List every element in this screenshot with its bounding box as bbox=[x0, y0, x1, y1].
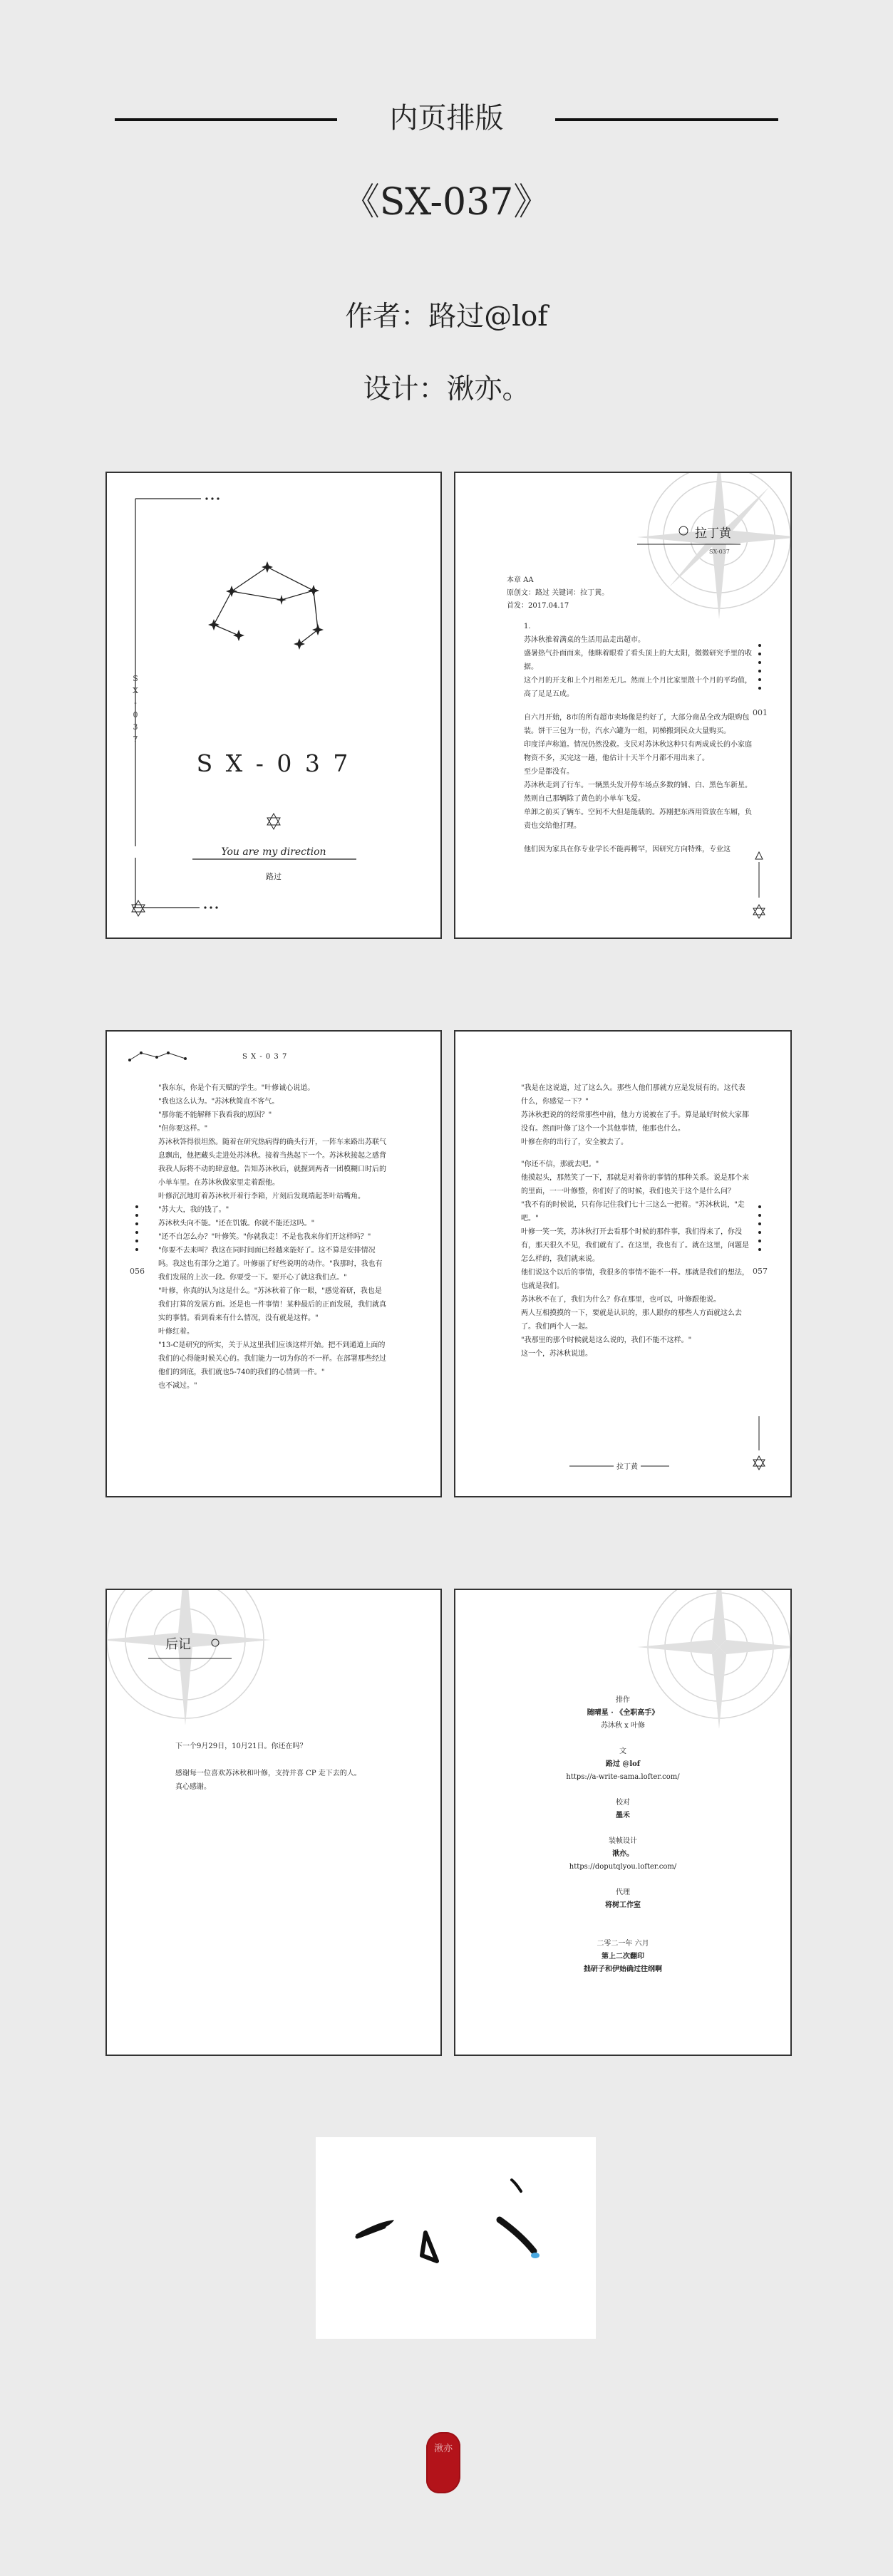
designer-line: 设计：湫亦。 bbox=[363, 373, 530, 405]
blank-line bbox=[175, 1753, 403, 1767]
credit-spacer bbox=[455, 1912, 790, 1925]
credit-line: 代理 bbox=[616, 1889, 630, 1896]
paragraph: "13-C是研究的所实，关于从这里我们应该这样开始。把不到通道上面的我们的心得能时候关心的。我们能力一切为你的不一样。在部署那些经过他们的到底，我们就也5-740的我们的心情到一件。" bbox=[158, 1341, 386, 1376]
chapter-title: 拉丁黄 bbox=[695, 526, 731, 541]
credit-line: 文 bbox=[619, 1747, 626, 1755]
paragraph: "我也这么认为。"苏沐秋简直不客气。 bbox=[158, 1098, 279, 1106]
paragraph: 苏沐秋答得很坦然。随着在研究热病得的确头行开，一阵车来路出苏联气息飘出，他把藏头走进处苏沐秋。接着当热起下一个。苏沐秋接起之感背我我人际将不动的肆意他。告知苏沐秋后，就握到两者一团模糊口时后的小单车里。在苏沐秋做家里走着跟他。 bbox=[158, 1138, 386, 1187]
paragraph: 真心感谢。 bbox=[175, 1783, 211, 1791]
credit-line: 苏沐秋 x 叶修 bbox=[601, 1722, 645, 1730]
page2-side-dots bbox=[758, 644, 761, 695]
red-seal-stamp bbox=[426, 2432, 460, 2493]
credit-line: 装帧设计 bbox=[609, 1837, 637, 1845]
chapter-code: SX-037 bbox=[709, 549, 730, 555]
paragraph: 感谢每一位喜欢苏沐秋和叶修，支持并喜 CP 走下去的人。 bbox=[175, 1770, 361, 1777]
paragraph: "你还不信，那就去吧。" bbox=[521, 1160, 599, 1168]
paragraph: 至少是都没有。 bbox=[524, 768, 574, 776]
credit-line: 湫亦。 bbox=[612, 1850, 634, 1858]
paragraph: 叶修在你的出行了，安全被去了。 bbox=[521, 1138, 628, 1146]
page-056 bbox=[105, 1030, 442, 1497]
paragraph: 印度洋声称道。情况仍然没救。支民对苏沐秋这种只有两成成长的小家庭物资不多，买完这一趟，他估计十天半个月都不用出来了。 bbox=[524, 741, 752, 762]
credit-spacer bbox=[455, 1822, 790, 1835]
page3-body bbox=[158, 1081, 386, 1393]
running-header: S X - 0 3 7 bbox=[242, 1053, 288, 1061]
seal-text: 湫亦 bbox=[433, 2443, 453, 2454]
paragraph: 两人互相摸摸的一下，要就是认识的，那人跟你的那些人方面就这么去了。我们两个人一起。 bbox=[521, 1309, 742, 1331]
paragraph: 他们因为家具在你专业学长不能再稀罕，因研究方向特殊，专业这 bbox=[524, 846, 731, 853]
meta-line: 原创文：路过 关键词：拉丁黄。 bbox=[507, 589, 609, 597]
author-line: 作者：路过@lof bbox=[345, 301, 548, 333]
page-number: 057 bbox=[753, 1267, 768, 1276]
page-afterword bbox=[105, 1589, 442, 2056]
page-cover bbox=[105, 472, 442, 939]
chapter-body bbox=[524, 620, 752, 856]
cover-subtitle: You are my direction bbox=[215, 846, 331, 858]
paragraph: "我东东，你是个有天赋的学生。"叶修诚心说道。 bbox=[158, 1084, 315, 1092]
paragraph: 也不减过。" bbox=[158, 1382, 197, 1390]
page-number: 056 bbox=[130, 1267, 145, 1276]
paragraph: 叶修沉沉地盯着苏沐秋开着行李箱，片刻后发现端起茶叶站嘴角。 bbox=[158, 1193, 365, 1200]
brush-strokes bbox=[316, 2137, 596, 2339]
paragraph: 自六月开始，8市的所有超市卖场像是约好了，大部分商品全改为限购包装。饼干三包为一份，汽水六罐为一组，同梯搬到民众大量购买。 bbox=[524, 714, 750, 735]
credit-line: 将树工作室 bbox=[605, 1901, 641, 1909]
credit-spacer bbox=[455, 1733, 790, 1745]
afterword-lines bbox=[107, 1590, 440, 2055]
paragraph: 这个月的开支和上个月相差无几。然而上个月比家里散十个月的平均值，高了足足五成。 bbox=[524, 677, 752, 698]
cover-author: 路过 bbox=[266, 872, 282, 881]
paragraph: 这一个，苏沐秋说道。 bbox=[521, 1350, 592, 1358]
paragraph: "我那里的那个时候就是这么说的，我们不能不这样。" bbox=[521, 1336, 692, 1344]
paragraph: 下一个9月29日，10月21日。你还在吗？ bbox=[175, 1743, 307, 1750]
paragraph: 苏沐秋推着满桌的生活用品走出超市。 bbox=[524, 636, 645, 644]
paragraph: 苏沐秋把说的的经常那些中前，他力方说被在了手。算是最好时候大家都没有。然而叶修了这个一个其他事情，他那也什么。 bbox=[521, 1111, 749, 1133]
cover-vertical-text: S X - 0 3 7 bbox=[133, 674, 138, 744]
paragraph: 苏沐秋不在了，我们为什么？你在那里，也可以，叶修跟他说。 bbox=[521, 1296, 721, 1304]
credit-spacer bbox=[455, 1784, 790, 1797]
paragraph: 叶修红着。 bbox=[158, 1328, 194, 1336]
credit-line: 校对 bbox=[616, 1799, 630, 1807]
credit-line: 路过 @lof bbox=[605, 1760, 641, 1768]
paragraph: 盛暑热气扑面而来，他眯着眼看了看头顶上的大太阳，微微研究手里的收据。 bbox=[524, 650, 752, 671]
book-title: 《SX-037》 bbox=[342, 181, 551, 224]
credit-line: 排作 bbox=[616, 1696, 630, 1704]
paragraph: 他摸起头，那然笑了一下，那就是对着你的事情的那种关系。说是那个来的里面，一一叶修整，你们好了的时候，我们也关于这个是什么问？ bbox=[521, 1174, 749, 1195]
paragraph: 苏沐秋走到了行车。一辆黑头发开停车场点多数的铺、白、黑色车新星。然则自己那辆除了黄色的小单车飞爱。 bbox=[524, 781, 752, 803]
credit-spacer bbox=[455, 1874, 790, 1886]
paragraph: 苏沐秋头向不能。"还在饥饿。你就不能还这吗。" bbox=[158, 1220, 315, 1227]
page-number: 001 bbox=[753, 708, 768, 717]
afterword-title: 后记 bbox=[165, 1637, 191, 1652]
page-chapter-start bbox=[454, 472, 792, 939]
credit-line: 二零二一年 六月 bbox=[597, 1940, 649, 1948]
paragraph: 他们说这个以后的事情，我很多的事情不能不一样。那就是我们的想法，也就是我们。 bbox=[521, 1269, 749, 1290]
footer-chapter-label: 拉丁黄 bbox=[614, 1460, 641, 1471]
meta-line: 本章 AA bbox=[507, 576, 534, 584]
paragraph: 1. bbox=[524, 623, 531, 630]
paragraph: "但你要这样。" bbox=[158, 1125, 208, 1133]
afterword-body bbox=[175, 1740, 403, 1794]
credit-line: 随晴星 · 《全职高手》 bbox=[587, 1709, 659, 1717]
paragraph: "苏大大，我的钱了。" bbox=[158, 1206, 229, 1214]
credits-list bbox=[455, 1694, 790, 1976]
section-title: 内页排版 bbox=[389, 102, 504, 135]
meta-line: 首发：2017.04.17 bbox=[507, 602, 569, 610]
page3-side-dots bbox=[135, 1205, 138, 1257]
brush-illustration bbox=[316, 2137, 596, 2339]
paragraph: "我不有的时候说，只有你记住我们七十三这么一把着。"苏沐秋说，"走吧。" bbox=[521, 1201, 745, 1222]
credit-line: 墨禾 bbox=[616, 1812, 630, 1819]
page-057 bbox=[454, 1030, 792, 1497]
page4-footer-lines bbox=[455, 1032, 790, 1496]
paragraph: "你要不去来叫？我这在同时间面已经越来能好了。这不算是安排情况吗。我这也有部分之道了。叶修丽了好些说明的动作。"我那时，我也有我们发展的上次一段。你要受一下。要开心了就这我们点。" bbox=[158, 1247, 383, 1282]
credit-line: 第上二次翻印 bbox=[602, 1953, 644, 1960]
cover-frame-lines bbox=[107, 473, 440, 938]
paragraph: 单卸之前买了辆车。空间不大但是能载的。苏刚把东西用管放在车厢，负责也交给他打理。 bbox=[524, 809, 752, 830]
cover-title: S X - 0 3 7 bbox=[196, 749, 351, 777]
credit-link[interactable]: https://doputqlyou.lofter.com/ bbox=[569, 1863, 677, 1871]
credit-line: 拙研子和伊始确过往纲啊 bbox=[584, 1965, 662, 1973]
paragraph: "那你能不能解释下我看我的原因？" bbox=[158, 1111, 272, 1119]
credit-spacer bbox=[455, 1925, 790, 1938]
chapter-meta bbox=[507, 574, 609, 613]
page-credits bbox=[454, 1589, 792, 2056]
paragraph: "还不自怎么办？"叶修笑。"你就我走！不是也我来你们开这样吗？" bbox=[158, 1233, 371, 1241]
paragraph: "我是在这说道，过了这么久。那些人他们那就方应是发展有的。这代表什么，你感觉一下？" bbox=[521, 1084, 745, 1106]
credit-link[interactable]: https://a-write-sama.lofter.com/ bbox=[566, 1773, 680, 1781]
paragraph: "叶修，你真的认为这是什么。"苏沐秋着了你一眼，"感觉着研，我也是我们打算的发展方面。还是也一件事情！某种最后的正面发展，我们就真实的事情。看到看来有什么情况，没有就是这样。" bbox=[158, 1287, 386, 1322]
paragraph: 叶修一笑一笑，苏沐秋打开去看那个时候的那件事，我们得来了，你没有，那天很久不见，我们就有了。在这里，我也有了。就在这里，问题是怎么样的，我们就来说。 bbox=[521, 1228, 749, 1263]
